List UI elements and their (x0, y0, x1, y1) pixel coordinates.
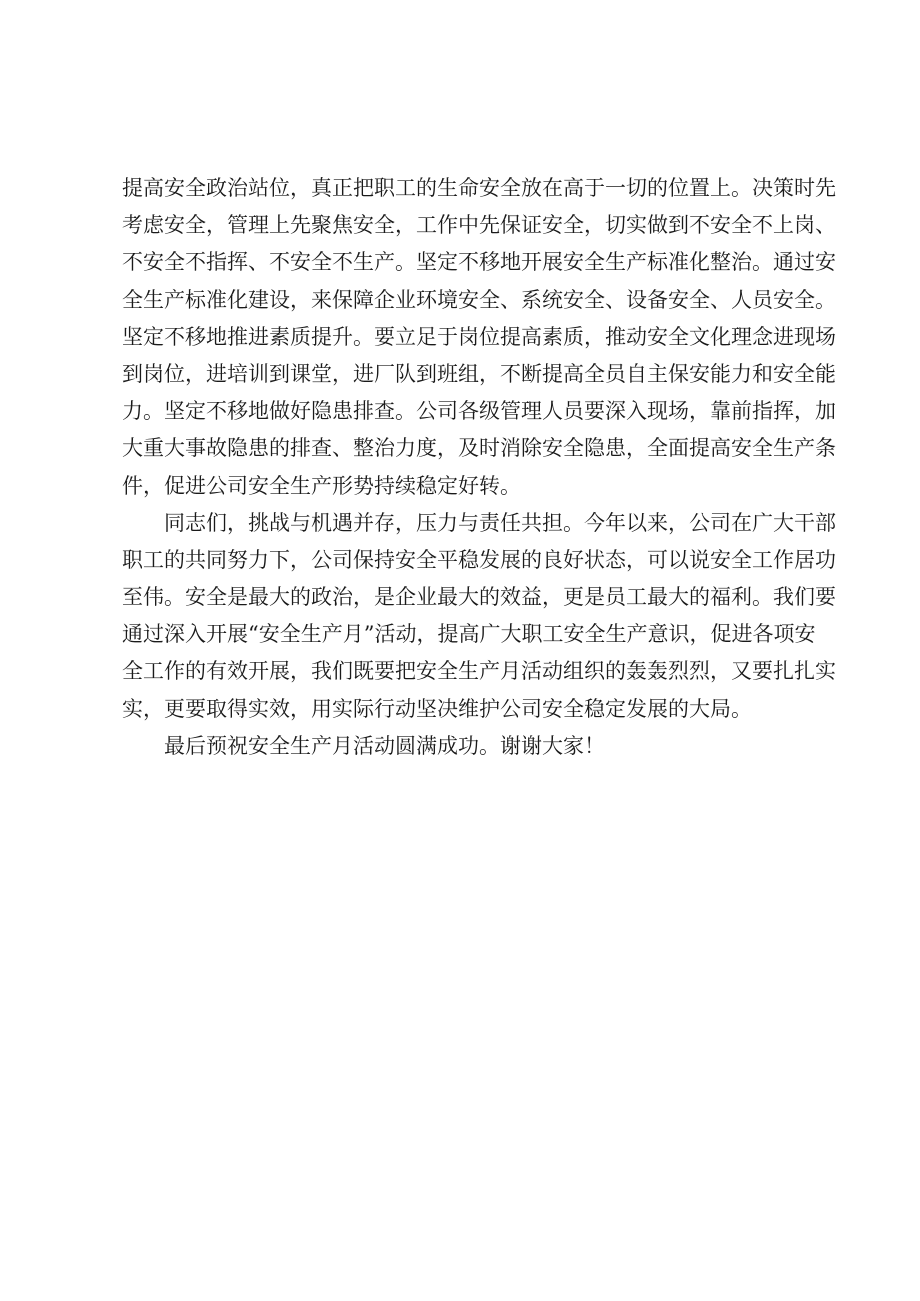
text-line: 实，更要取得实效，用实际行动坚决维护公司安全稳定发展的大局。 (122, 696, 752, 721)
text-line: 坚定不移地推进素质提升。要立足于岗位提高素质，推动安全文化理念进现场 (122, 324, 836, 349)
text-line: 到岗位，进培训到课堂，进厂队到班组，不断提高全员自主保安能力和安全能 (122, 361, 836, 386)
text-line: 考虑安全，管理上先聚焦安全，工作中先保证安全，切实做到不安全不上岗、 (122, 213, 836, 238)
text-line: 不安全不指挥、不安全不生产。坚定不移地开展安全生产标准化整治。通过安 (122, 250, 836, 275)
text-line: 提高安全政治站位，真正把职工的生命安全放在高于一切的位置上。决策时先 (122, 176, 836, 200)
paragraph-comrades (122, 505, 836, 728)
text-line: 最后预祝安全生产月活动圆满成功。谢谢大家！ (164, 733, 605, 758)
text-line: 全工作的有效开展，我们既要把安全生产月活动组织的轰轰烈烈，又要扎扎实 (122, 659, 836, 684)
text-line: 大重大事故隐患的排查、整治力度，及时消除安全隐患，全面提高安全生产条 (122, 436, 836, 461)
text-line: 至伟。安全是最大的政治，是企业最大的效益，更是员工最大的福利。我们要 (122, 585, 836, 610)
text-line: 力。坚定不移地做好隐患排查。公司各级管理人员要深入现场，靠前指挥，加 (122, 399, 836, 424)
text-line: 件，促进公司安全生产形势持续稳定好转。 (122, 473, 521, 498)
text-line: 通过深入开展“安全生产月”活动，提高广大职工安全生产意识，促进各项安 (122, 622, 816, 647)
paragraph-safety-measures (122, 170, 836, 505)
text-line: 同志们，挑战与机遇并存，压力与责任共担。今年以来，公司在广大干部 (164, 510, 836, 535)
document-body (122, 170, 836, 765)
text-line: 职工的共同努力下，公司保持安全平稳发展的良好状态，可以说安全工作居功 (122, 547, 836, 572)
text-line: 全生产标准化建设，来保障企业环境安全、系统安全、设备安全、人员安全。 (122, 287, 836, 312)
paragraph-closing (122, 728, 807, 765)
